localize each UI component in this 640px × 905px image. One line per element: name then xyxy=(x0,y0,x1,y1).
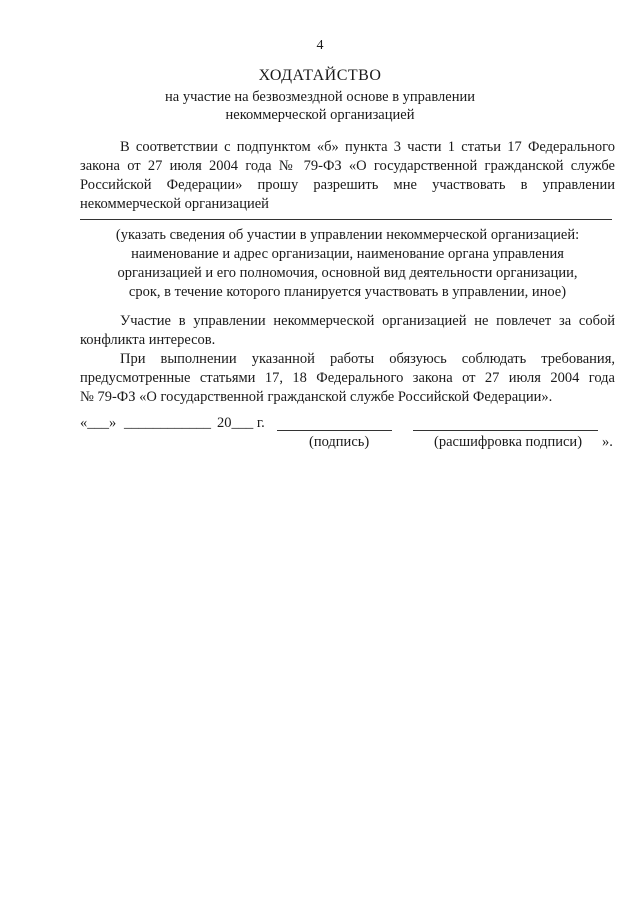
date-month-field[interactable]: ____________ xyxy=(124,415,211,431)
date-year-field[interactable]: 20___ г. xyxy=(217,415,265,431)
paragraph-1-line-2: закона от 27 июля 2004 года № 79-ФЗ «О государственной гражданской службе xyxy=(80,158,615,174)
signature-decryption-line[interactable] xyxy=(413,430,598,431)
paragraph-3-line-1: При выполнении указанной работы обязуюсь соблюдать требования, xyxy=(120,351,615,367)
paragraph-2-line-1: Участие в управлении некоммерческой организацией не повлечет за собой xyxy=(120,313,615,329)
hint-line-3: организацией и его полномочия, основной вид деятельности организации, xyxy=(117,265,578,281)
signature-block xyxy=(80,415,620,455)
paragraph-1-line-3: Российской Федерации» прошу разрешить мне участвовать в управлении xyxy=(80,177,615,193)
hint-line-2: наименование и адрес организации, наименование органа управления xyxy=(131,246,564,262)
hint-line-4: срок, в течение которого планируется участвовать в управлении, иное) xyxy=(128,284,567,300)
document-subtitle-line-1: на участие на безвозмездной основе в управлении xyxy=(165,89,475,105)
hint-line-1: (указать сведения об участии в управлении некоммерческой организацией: xyxy=(115,227,580,243)
paragraph-3-line-3: № 79-ФЗ «О государственной гражданской службе Российской Федерации». xyxy=(80,389,553,405)
document-title: ХОДАТАЙСТВО xyxy=(258,67,382,84)
closing-quote: ». xyxy=(602,434,613,450)
signature-decryption-label: (расшифровка подписи) xyxy=(434,434,583,450)
paragraph-3-line-2: предусмотренные статьями 17, 18 Федерального закона от 27 июля 2004 года xyxy=(80,370,615,386)
signature-line[interactable] xyxy=(277,430,392,431)
paragraph-2-line-2: конфликта интересов. xyxy=(80,332,216,348)
date-day-field[interactable]: «___» xyxy=(80,415,117,431)
paragraph-1-line-4: некоммерческой организацией xyxy=(80,196,269,212)
organization-fill-line[interactable] xyxy=(80,219,612,220)
paragraph-1-line-1: В соответствии с подпунктом «б» пункта 3 части 1 статьи 17 Федерального xyxy=(120,139,615,155)
signature-label: (подпись) xyxy=(309,434,370,450)
page-number: 4 xyxy=(316,38,324,53)
document-subtitle-line-2: некоммерческой организацией xyxy=(225,107,415,123)
